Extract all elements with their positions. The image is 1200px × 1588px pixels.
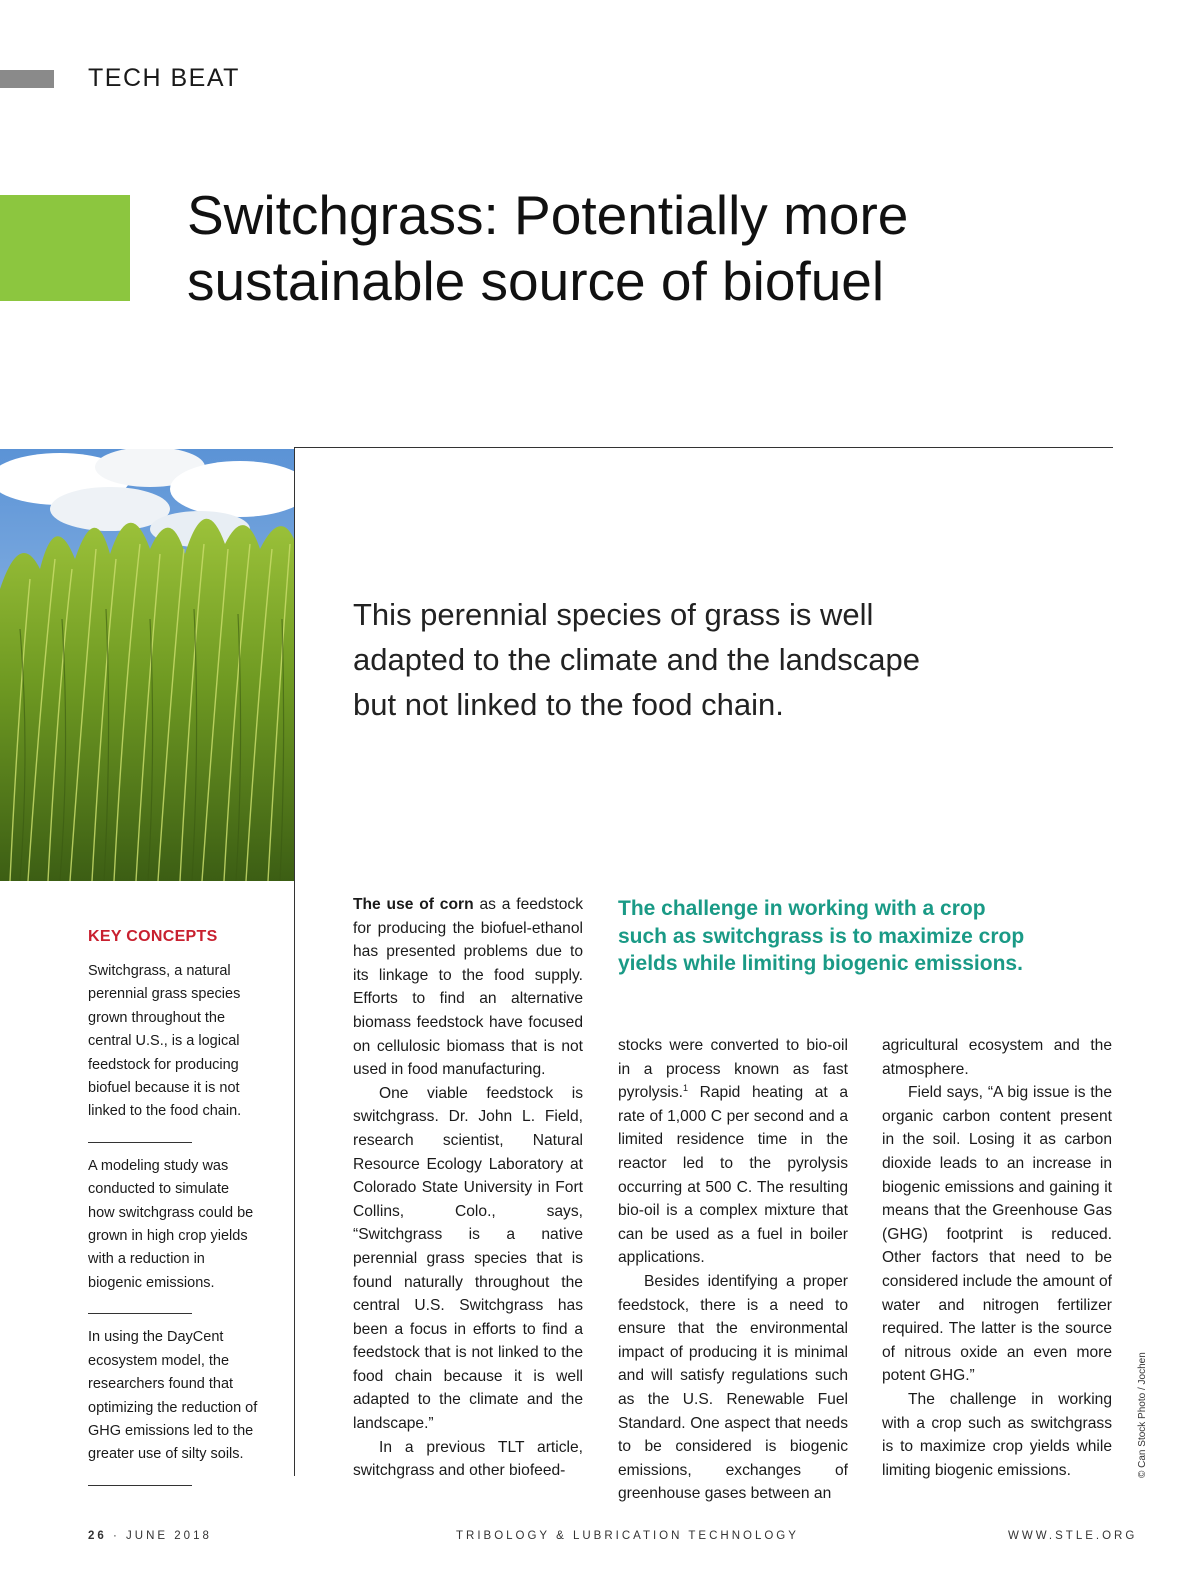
title-line-1: Switchgrass: Potentially more — [187, 184, 909, 246]
body-paragraph: One viable feedstock is switchgrass. Dr. John L. Field, research scientist, Natural Resource Ecology Laboratory at Colorado State University in Fort Collins, Colo., says, “Switchgrass is a native perennial grass species that is found naturally throughout the central U.S. Switchgrass has been a focus in efforts to find a feedstock that is not linked to the food chain because it is well adapted to the climate and the landscape.” — [353, 1084, 583, 1433]
pull-quote-line-2: such as switchgrass is to maximize crop — [618, 924, 1025, 948]
vertical-divider — [294, 447, 295, 1476]
body-paragraph: In a previous TLT article, switchgrass and other biofeed- — [353, 1438, 583, 1480]
body-column-1 — [353, 893, 583, 1483]
footer-separator: · — [113, 1530, 120, 1542]
photo-credit: © Can Stock Photo / Jochen — [1137, 1352, 1148, 1478]
page-number: 26 — [88, 1530, 107, 1542]
issue-date: JUNE 2018 — [126, 1530, 212, 1542]
key-concepts-sidebar — [88, 928, 258, 1498]
switchgrass-illustration — [0, 449, 294, 881]
deck-line-3: but not linked to the food chain. — [353, 687, 784, 722]
section-tab-marker — [0, 70, 54, 88]
body-column-3 — [882, 1034, 1112, 1482]
deck-line-2: adapted to the climate and the landscape — [353, 642, 921, 677]
body-paragraph — [618, 1034, 848, 1270]
body-paragraph: The challenge in working with a crop such as switchgrass is to maximize crop yields while limiting biogenic emissions. — [882, 1390, 1112, 1479]
body-column-2 — [618, 1034, 848, 1506]
article-title — [187, 182, 1087, 314]
title-line-2: sustainable source of biofuel — [187, 250, 885, 312]
footer-page-info — [88, 1530, 212, 1542]
key-concept-item: A modeling study was conducted to simulate how switchgrass could be grown in high crop yields with a reduction in biogenic emissions. — [88, 1157, 254, 1291]
section-label: TECH BEAT — [88, 64, 240, 92]
footnote-reference: 1 — [683, 1083, 689, 1093]
key-concept-item: Switchgrass, a natural perennial grass species grown throughout the central U.S., is a logical feedstock for producing biofuel because it is not linked to the food chain. — [88, 963, 242, 1120]
paragraph-text: as a feedstock for producing the biofuel-ethanol has presented problems due to its linkage to the food supply. Efforts to find an alternative biomass feedstock have focused on cellulosic biomass that is not used in food manufacturing. — [353, 896, 583, 1079]
article-deck — [353, 592, 993, 727]
key-concept-item: In using the DayCent ecosystem model, the researchers found that optimizing the reduction of GHG emissions led to the greater use of silty soils. — [88, 1329, 258, 1463]
lead-in: The use of corn — [353, 896, 474, 913]
key-concept-divider — [88, 1313, 192, 1314]
horizontal-divider — [294, 447, 1113, 448]
pull-quote — [618, 895, 1038, 978]
key-concepts-heading: KEY CONCEPTS — [88, 928, 218, 945]
title-accent-block — [0, 195, 130, 301]
body-paragraph: agricultural ecosystem and the atmosphere. — [882, 1037, 1112, 1078]
switchgrass-photo — [0, 449, 294, 881]
key-concept-divider — [88, 1485, 192, 1486]
body-paragraph: Field says, “A big issue is the organic carbon content present in the soil. Losing it as carbon dioxide leads to an increase in biogenic emissions and gaining it means that the Greenhouse Gas (GHG) footprint is reduced. Other factors that need to be considered include the amount of water and nitrogen fertilizer required. The latter is the source of nitrous oxide an even more potent GHG.” — [882, 1084, 1112, 1385]
pull-quote-line-1: The challenge in working with a crop — [618, 897, 986, 920]
deck-line-1: This perennial species of grass is well — [353, 597, 874, 632]
paragraph-text: Rapid heating at a rate of 1,000 C per second and a limited residence time in the reactor led to the pyrolysis occurring at 500 C. The resulting bio-oil is a complex mixture that can be used as a fuel in boiler applications. — [618, 1084, 848, 1267]
body-paragraph — [353, 893, 583, 1082]
publication-name: TRIBOLOGY & LUBRICATION TECHNOLOGY — [456, 1530, 799, 1542]
pull-quote-line-3: yields while limiting biogenic emissions. — [618, 952, 1023, 975]
paragraph-text: stocks were converted to bio-oil in a process known as fast pyrolysis. — [618, 1037, 848, 1102]
key-concept-divider — [88, 1142, 192, 1143]
website-link[interactable]: WWW.STLE.ORG — [1008, 1530, 1138, 1542]
body-paragraph: Besides identifying a proper feedstock, there is a need to ensure that the environmental impact of producing it is minimal and will satisfy regulations such as the U.S. Renewable Fuel Standard. One aspect that needs to be considered is biogenic emissions, exchanges of greenhouse gases between an — [618, 1272, 848, 1503]
